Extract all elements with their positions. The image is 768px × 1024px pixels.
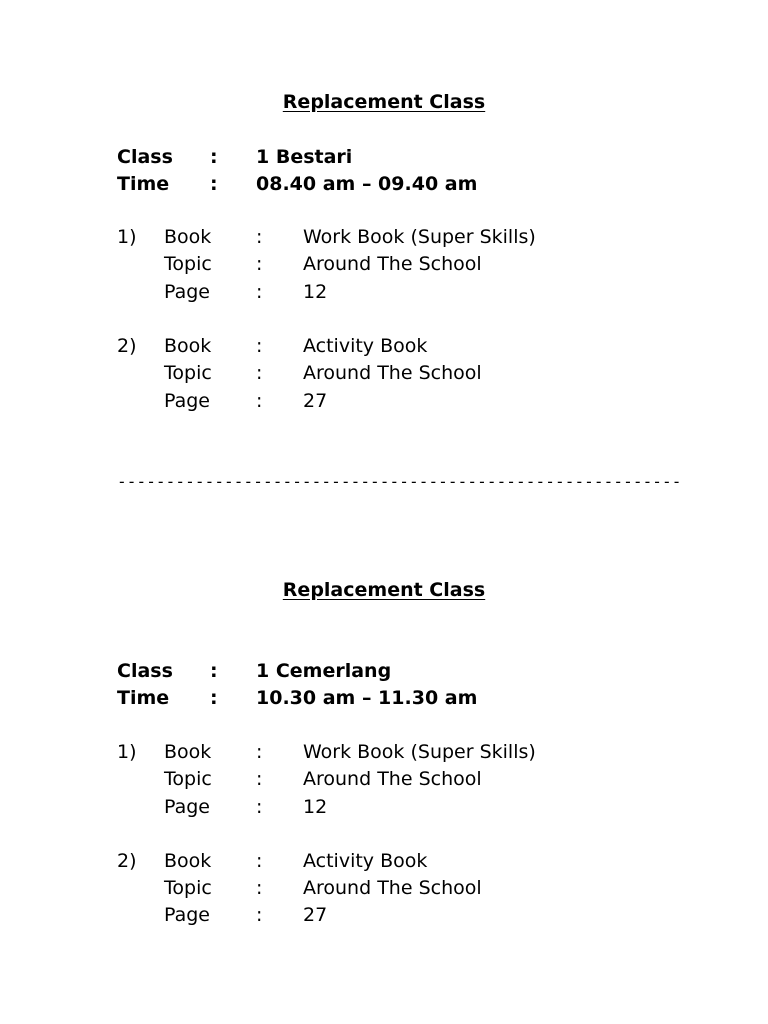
page-value: 27 [303,390,328,412]
class-colon: : [210,660,218,682]
book-value: Work Book (Super Skills) [303,226,536,248]
topic-key: Topic [164,877,212,899]
book-colon: : [256,335,263,357]
item-number: 2) [117,850,137,872]
page-colon: : [256,281,263,303]
page-key: Page [164,796,210,818]
time-label: Time [117,173,170,195]
time-colon: : [210,173,218,195]
topic-colon: : [256,768,263,790]
book-colon: : [256,226,263,248]
section-title: Replacement Class [282,579,486,601]
class-value: 1 Cemerlang [256,660,392,682]
book-key: Book [164,850,212,872]
class-label: Class [117,146,173,168]
time-colon: : [210,687,218,709]
topic-value: Around The School [303,362,482,384]
time-value: 10.30 am – 11.30 am [256,687,478,709]
section-title: Replacement Class [282,91,486,113]
topic-value: Around The School [303,768,482,790]
page-key: Page [164,390,210,412]
book-colon: : [256,741,263,763]
item-number: 1) [117,226,137,248]
page-value: 12 [303,281,328,303]
topic-key: Topic [164,362,212,384]
page-key: Page [164,904,210,926]
page-value: 27 [303,904,328,926]
book-colon: : [256,850,263,872]
replacement-class-section-1 [0,0,768,412]
item-number: 1) [117,741,137,763]
book-key: Book [164,741,212,763]
item-number: 2) [117,335,137,357]
class-label: Class [117,660,173,682]
topic-value: Around The School [303,253,482,275]
page-key: Page [164,281,210,303]
book-value: Activity Book [303,335,428,357]
topic-key: Topic [164,253,212,275]
class-value: 1 Bestari [256,146,353,168]
book-key: Book [164,226,212,248]
topic-value: Around The School [303,877,482,899]
page-colon: : [256,904,263,926]
page-value: 12 [303,796,328,818]
time-value: 08.40 am – 09.40 am [256,173,478,195]
page-colon: : [256,390,263,412]
replacement-class-section-2 [0,488,768,926]
topic-colon: : [256,253,263,275]
page-colon: : [256,796,263,818]
dashed-separator: ---------------------------------------------------------- [117,472,682,491]
topic-colon: : [256,877,263,899]
book-value: Activity Book [303,850,428,872]
class-colon: : [210,146,218,168]
time-label: Time [117,687,170,709]
topic-colon: : [256,362,263,384]
book-key: Book [164,335,212,357]
book-value: Work Book (Super Skills) [303,741,536,763]
topic-key: Topic [164,768,212,790]
